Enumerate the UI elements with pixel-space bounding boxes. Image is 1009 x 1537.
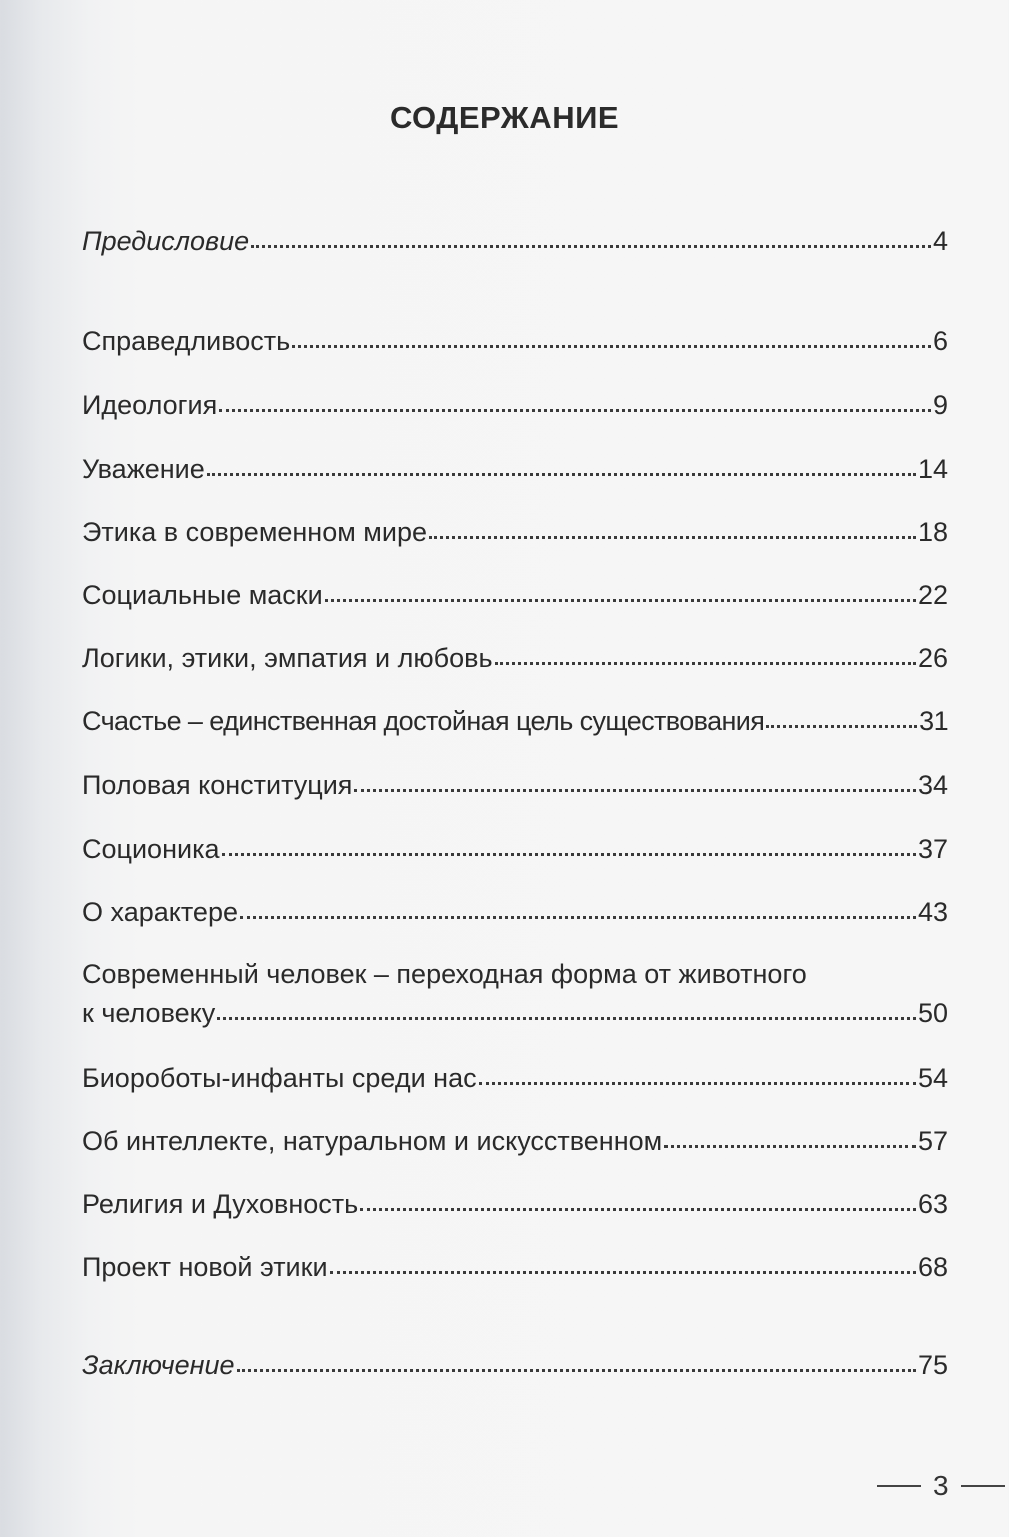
toc-entry-page: 26 xyxy=(917,643,948,673)
toc-entry-label-continued: к человеку xyxy=(82,998,216,1028)
toc-entry[interactable] xyxy=(82,1189,948,1220)
folio-dash-right xyxy=(961,1485,1005,1487)
toc-entry-page: 63 xyxy=(917,1189,948,1219)
toc-entry-page: 75 xyxy=(917,1350,948,1380)
toc-entry-preface[interactable] xyxy=(82,226,948,257)
toc-entry-conclusion[interactable] xyxy=(82,1350,948,1381)
toc-entry-page: 50 xyxy=(917,998,948,1028)
folio-dash-left xyxy=(877,1485,921,1487)
dot-leader xyxy=(292,345,931,348)
toc-entry[interactable] xyxy=(82,834,948,865)
toc-entry[interactable] xyxy=(82,326,948,357)
toc-entry-label: Логики, этики, эмпатия и любовь xyxy=(82,643,493,673)
toc-entry[interactable] xyxy=(82,454,948,485)
toc-entry-page: 37 xyxy=(917,834,948,864)
toc-entry-label: Соционика xyxy=(82,834,220,864)
toc-entry-label: Проект новой этики xyxy=(82,1252,328,1282)
dot-leader xyxy=(360,1208,916,1211)
dot-leader xyxy=(251,245,931,248)
toc-entry-label: Об интеллекте, натуральном и искусственном xyxy=(82,1126,663,1156)
toc-entry-page: 14 xyxy=(917,454,948,484)
toc-entry[interactable] xyxy=(82,517,948,548)
page-number-footer xyxy=(865,1470,1009,1502)
toc-entry-page: 6 xyxy=(932,326,948,356)
dot-leader xyxy=(429,536,916,539)
toc-entry-page: 31 xyxy=(919,706,948,736)
page-title: СОДЕРЖАНИЕ xyxy=(389,100,620,135)
toc-entry-page: 4 xyxy=(932,226,948,256)
dot-leader xyxy=(237,1369,916,1372)
dot-leader xyxy=(240,916,916,919)
dot-leader xyxy=(222,853,916,856)
dot-leader xyxy=(330,1271,916,1274)
dot-leader xyxy=(664,1145,916,1148)
toc-entry-label: Биороботы-инфанты среди нас xyxy=(82,1063,477,1093)
toc-entry[interactable] xyxy=(82,643,948,674)
dot-leader xyxy=(207,473,916,476)
dot-leader xyxy=(495,662,916,665)
toc-entry[interactable] xyxy=(82,897,948,928)
toc-entry-label: Идеология xyxy=(82,390,218,420)
toc-entry[interactable] xyxy=(82,1063,948,1094)
dot-leader xyxy=(325,599,916,602)
toc-entry-page: 54 xyxy=(917,1063,948,1093)
toc-entry[interactable] xyxy=(82,390,948,421)
toc-entry-label: Современный человек – переходная форма от животного xyxy=(82,959,807,989)
toc-entry[interactable] xyxy=(82,706,948,737)
dot-leader xyxy=(219,409,931,412)
toc-entry-label: Социальные маски xyxy=(82,580,323,610)
dot-leader xyxy=(766,725,917,728)
toc-entry[interactable] xyxy=(82,1252,948,1283)
toc-entry-label: Предисловие xyxy=(82,226,250,256)
page-number: 3 xyxy=(933,1470,949,1501)
toc-entry-page: 57 xyxy=(917,1126,948,1156)
toc-entry-page: 22 xyxy=(917,580,948,610)
toc-entry-page: 43 xyxy=(917,897,948,927)
toc-entry-label: Заключение xyxy=(82,1350,235,1380)
toc-entry-label: Половая конституция xyxy=(82,770,353,800)
toc-entry[interactable] xyxy=(82,959,948,1029)
dot-leader xyxy=(354,789,916,792)
dot-leader xyxy=(479,1082,916,1085)
toc-entry-label: Религия и Духовность xyxy=(82,1189,359,1219)
toc-entry-page: 68 xyxy=(917,1252,948,1282)
toc-entry-page: 9 xyxy=(932,390,948,420)
toc-entry-page: 34 xyxy=(917,770,948,800)
toc-entry-page: 18 xyxy=(917,517,948,547)
toc-entry[interactable] xyxy=(82,770,948,801)
toc-entry[interactable] xyxy=(82,580,948,611)
toc-entry-label: Справедливость xyxy=(82,326,291,356)
dot-leader xyxy=(217,1017,916,1020)
toc-entry-label: Уважение xyxy=(82,454,205,484)
toc-entry-label: О характере xyxy=(82,897,238,927)
toc-entry-label: Этика в современном мире xyxy=(82,517,427,547)
toc-entry[interactable] xyxy=(82,1126,948,1157)
toc-entry-label: Счастье – единственная достойная цель существования xyxy=(82,706,765,736)
